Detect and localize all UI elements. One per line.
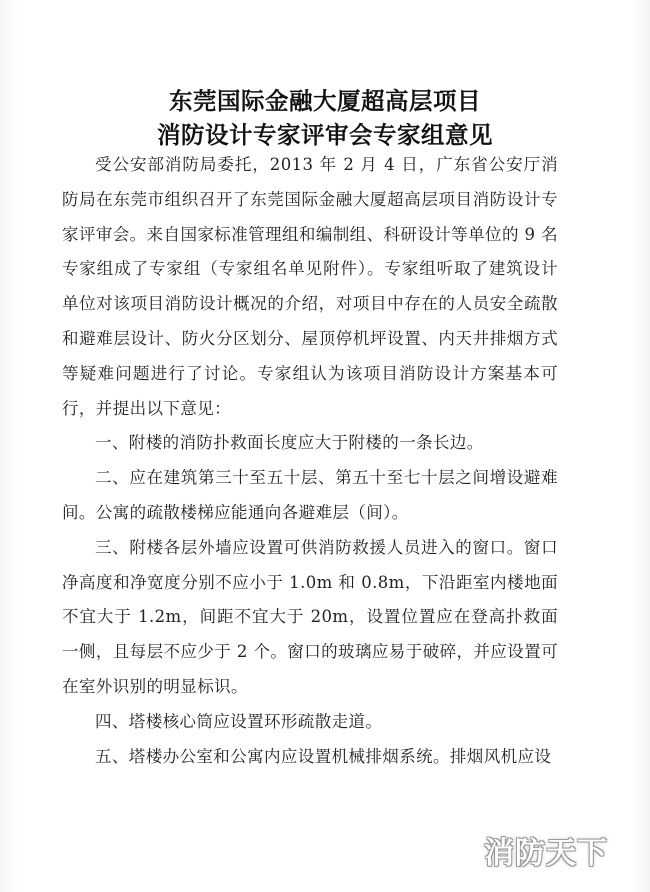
paragraph-item-1: 一、附楼的消防扑救面长度应大于附楼的一条长边。 xyxy=(95,433,484,453)
paragraph-item-3: 三、附楼各层外墙应设置可供消防救援人员进入的窗口。窗口净高度和净宽度分别不应小于 1.0m 和 0.8m，下沿距室内楼地面不宜大于 1.2m，间距不宜大于 20m，设置位置应在登高扑救面一侧，且每层不应少于 2 个。窗口的玻璃应易于破碎，并应设置可在室外识别的明显标识。 xyxy=(62,537,558,696)
paragraph-item-4: 四、塔楼核心筒应设置环形疏散走道。 xyxy=(95,711,383,731)
paragraph-item-5: 五、塔楼办公室和公寓内应设置机械排烟系统。排烟风机应设 xyxy=(95,746,552,766)
watermark-logo: 消防天下 xyxy=(484,836,608,871)
paragraph-item-2: 二、应在建筑第三十至五十层、第五十至七十层之间增设避难间。公寓的疏散楼梯应能通向各避难层（间）。 xyxy=(62,468,558,522)
document-title-line-1: 东莞国际金融大厦超高层项目 xyxy=(169,87,481,115)
paragraph-intro: 受公安部消防局委托，2013 年 2 月 4 日，广东省公安厅消防局在东莞市组织召开了东莞国际金融大厦超高层项目消防设计专家评审会。来自国家标准管理组和编制组、科研设计等单位的 9 名专家组成了专家组（专家组名单见附件）。专家组听取了建筑设计单位对该项目消防设计概况的介绍，对项目中存在的人员安全疏散和避难层设计、防火分区划分、屋顶停机坪设置、内天井排烟方式等疑难问题进行了讨论。专家组认为该项目消防设计方案基本可行，并提出以下意见： xyxy=(62,155,558,418)
document-title-line-2: 消防设计专家评审会专家组意见 xyxy=(157,121,493,149)
document-body xyxy=(62,148,558,774)
